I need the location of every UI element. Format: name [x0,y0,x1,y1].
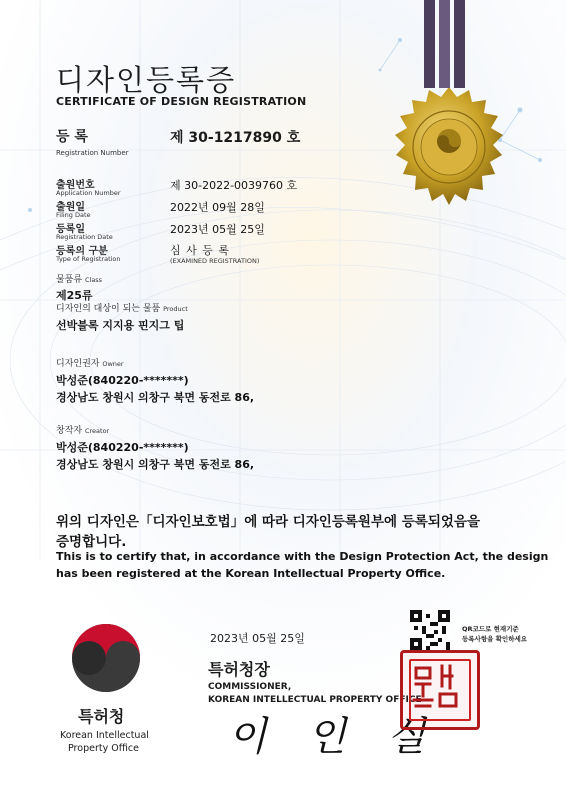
product-label: 디자인의 대상이 되는 물품 Product [56,304,188,314]
filing-date-label: 출원일 [56,202,85,213]
qr-note-line1: QR코드로 현재기준 [462,625,519,633]
logo-text-ko: 특허청 [78,707,125,726]
ribbon-middle [439,0,450,88]
logo-text-en1: Korean Intellectual [60,730,149,741]
commissioner-signature: 이 인 실 [228,714,440,760]
creator-label: 창작자 Creator [56,426,110,436]
registration-date: 2023년 05월 25일 [170,223,265,236]
title-korean: 디자인등록증 [56,63,237,97]
class-label: 물품류 Class [56,275,103,285]
registration-type-en: (EXAMINED REGISTRATION) [170,257,260,265]
registration-type: 심 사 등 록 [170,244,230,257]
filing-date-label-en: Filing Date [56,211,91,219]
registration-date-label-en: Registration Date [56,233,113,241]
application-label-en: Application Number [56,189,121,197]
commissioner-title-en2: KOREAN INTELLECTUAL PROPERTY OFFICE [208,695,422,705]
statement-en-line1: This is to certify that, in accordance with the Design Protection Act, the design [56,550,549,563]
registration-label: 등 록 [56,129,88,145]
registration-label-en: Registration Number [56,149,129,157]
statement-en-line2: has been registered at the Korean Intellectual Property Office. [56,567,446,580]
product-value: 선박블록 지지용 핀지그 팁 [56,319,185,332]
ribbon-right [454,0,465,88]
issue-date: 2023년 05월 25일 [210,632,305,645]
application-number: 제 30-2022-0039760 호 [170,179,298,192]
registration-type-label-en: Type of Registration [56,255,121,263]
title-english: CERTIFICATE OF DESIGN REGISTRATION [56,95,307,108]
class-value: 제25류 [56,289,93,302]
ribbon-left [424,0,435,88]
owner-address: 경상남도 창원시 의창구 북면 동전로 86, [56,391,255,404]
application-label: 출원번호 [56,180,95,191]
owner-label: 디자인권자 Owner [56,359,124,369]
qr-note-line2: 등록사항을 확인하세요 [462,635,528,643]
owner-name: 박성준(840220-*******) [56,374,189,387]
registration-type-label: 등록의 구분 [56,246,108,257]
red-official-seal-icon [400,650,480,730]
filing-date: 2022년 09월 28일 [170,201,265,214]
registration-number: 제 30-1217890 호 [170,130,301,146]
registration-date-label: 등록일 [56,224,85,235]
creator-name: 박성준(840220-*******) [56,441,189,454]
statement-ko-line1: 위의 디자인은「디자인보호법」에 따라 디자인등록원부에 등록되었음을 [56,514,480,530]
commissioner-title-ko: 특허청장 [208,660,270,679]
commissioner-title-en1: COMMISSIONER, [208,682,292,692]
statement-ko-line2: 증명합니다. [56,534,127,550]
qr-code-icon[interactable] [410,610,450,650]
kipo-logo-icon [70,622,142,694]
creator-address: 경상남도 창원시 의창구 북면 동전로 86, [56,458,255,471]
logo-text-en2: Property Office [68,743,139,754]
